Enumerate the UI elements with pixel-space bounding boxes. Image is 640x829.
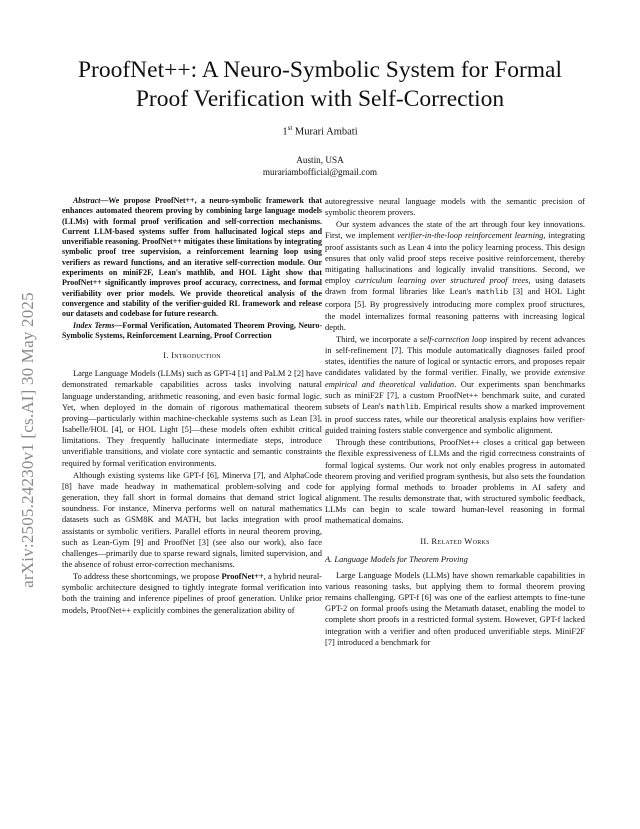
related-paragraph-1: Large Language Models (LLMs) have shown remarkable capabilities in various reasoning tasks, but applying them to formal theorem proving remains challenging. GPT-f [6] was one of the earliest attempts to fine-tune GPT-2 on formal proofs using the Metamath dataset, enabling the model to complete short proofs in a restricted formal system. However, GPT-f lacked integration with a verifier and often produced unverifiable steps. MiniF2F [7] introduced a benchmark for <box>325 569 585 647</box>
intro-paragraph-2: Although existing systems like GPT-f [6], Minerva [7], and AlphaCode [8] have made headway in mathematical problem-solving and code generation, they fall short in formal domains that demand strict logical soundness. For instance, Minerva performs well on natural mathematics datasets such as GSM8K and MATH, but lacks integration with proof assistants or symbolic verifiers. Parallel efforts in neural theorem proving, such as Lean-Gym [9] and ProofNet [3] (see also our work), also face challenges—primarily due to sparse reward signals, limited supervision, and the absence of robust error-correction mechanisms. <box>62 469 322 569</box>
arxiv-identifier: arXiv:2505.24230v1 [cs.AI] 30 May 2025 <box>18 292 37 588</box>
author-name: Murari Ambati <box>294 126 358 138</box>
index-terms-paragraph <box>62 321 322 342</box>
intro-p4-g: [3] and HOL Light corpora [5]. By progressively introducing more complex proof structures, the model internalizes formal reasoning patterns with increasing logical depth. <box>325 286 585 332</box>
author-email: murariambofficial@gmail.com <box>262 167 378 177</box>
intro-paragraph-4 <box>325 219 585 333</box>
section-heading-related-works: II. Related Works <box>420 535 490 546</box>
intro-p5-emph-1: self-correction loop <box>419 333 487 344</box>
abstract-text: —We propose ProofNet++, a neuro-symbolic framework that enhances automated theorem proving by combining large language models (LLMs) with formal proof verification and self-correction mechanisms. Current LLM-based systems suffer from hallucinated logical steps and unverifiable reasoning. ProofNet++ mitigates these limitations by integrating symbolic proof tree supervision, a reinforcement learning loop using verifiers as reward functions, and an iterative self-correction module. Our experiments on miniF2F, Lean's mathlib, and HOL Light show that ProofNet++ significantly improves proof accuracy, correctness, and formal verifiability over prior models. We provide theoretical analysis of the convergence and stability of the verifier-guided RL framework and release our datasets and codebase for future research. <box>62 196 322 319</box>
affiliation-block <box>60 154 580 178</box>
intro-p3-text-c: , a hybrid neural-symbolic architecture designed to tightly integrate formal verification into both the training and inference pipelines of proof generation. Unlike prior models, ProofNet++ explicitly combines the generalization ability of <box>62 571 322 615</box>
intro-paragraph-3-cont: autoregressive neural language models with the semantic precision of symbolic theorem provers. <box>325 196 585 218</box>
intro-p5-c: inspired by recent advances in self-refinement [7]. This module automatically diagnoses failed proof states, identifies the nature of logical or syntactic errors, and proposes repair candidates validated by the formal verifier. Finally, we provide <box>325 333 585 378</box>
author-line: 1st Murari Ambati <box>282 124 358 138</box>
intro-p5-emph-2: extensive empirical and theoretical validation <box>325 367 585 389</box>
intro-p5-e: . Our experiments span benchmarks such as miniF2F [7], a custom ProofNet++ benchmark suite, and curated subsets of Lean's <box>325 378 586 411</box>
intro-paragraph-3 <box>62 571 322 616</box>
left-column <box>62 196 322 617</box>
affiliation: Austin, USA <box>296 155 344 165</box>
title-line-2: Proof Verification with Self-Correction <box>135 86 505 112</box>
intro-p4-e: , using datasets drawn from formal libraries like Lean's <box>325 275 586 297</box>
intro-p4-a: Our system advances the state of the art through four key innovations. First, we implement <box>325 219 585 241</box>
intro-p4-emph-1: verifier-in-the-loop reinforcement learning <box>397 230 544 241</box>
index-terms-label: Index Terms <box>73 320 115 330</box>
right-column <box>325 196 585 649</box>
title-line-1: ProofNet++: A Neuro-Symbolic System for Formal <box>77 57 563 83</box>
intro-p4-c: , integrating proof assistants such as Lean 4 into the policy learning process. This design ensures that only valid proof steps receive positive reinforcement, thereby mitigating hallucinations and logically invalid transitions. Second, we employ <box>325 230 585 286</box>
subsection-heading-lm-theorem-proving: A. Language Models for Theorem Proving <box>325 553 468 564</box>
paper-title <box>60 56 580 114</box>
intro-p3-text-a: To address these shortcomings, we propose <box>73 571 222 582</box>
intro-p3-system-name: ProofNet++ <box>221 571 264 582</box>
section-heading-introduction: I. Introduction <box>163 350 221 361</box>
intro-p5-a: Third, we incorporate a <box>336 333 420 344</box>
abstract-paragraph <box>62 196 322 320</box>
intro-p4-emph-2: curriculum learning over structured proof trees <box>355 275 529 286</box>
author-superscript: st <box>287 124 293 132</box>
intro-p5-code: mathlib <box>386 403 419 412</box>
intro-p5-g: . Empirical results show a marked improvement in proof success rates, while our theoretical analysis explains how verifier-guided training fosters stable convergence and symbolic alignment. <box>325 400 585 436</box>
intro-p4-code: mathlib <box>476 289 509 298</box>
intro-paragraph-1: Large Language Models (LLMs) such as GPT-4 [1] and PaLM 2 [2] have demonstrated remarkable capabilities across tasks involving natural language understanding, arithmetic reasoning, and even basic formal logic. Yet, when deployed in the domain of rigorous mathematical theorem proving—particularly within machine-checkable systems such as Lean [3], Isabelle/HOL [4], or HOL Light [5]—these models often exhibit critical limitations. They frequently hallucinate intermediate steps, introduce unverifiable transitions, and violate core syntactic and semantic constraints required by formal verification environments. <box>62 368 322 468</box>
intro-paragraph-6: Through these contributions, ProofNet++ closes a critical gap between the flexible expressiveness of LLMs and the rigid correctness constraints of formal logical systems. Our work not only enables progress in automated theorem proving and verified program synthesis, but also sets the foundation for applying formal methods to broader problems in AI safety and alignment. The results demonstrate that, with structured symbolic feedback, LLMs can begin to scale toward human-level reasoning in formal mathematical domains. <box>325 437 585 526</box>
index-terms-text: —Formal Verification, Automated Theorem Proving, Neuro-Symbolic Systems, Reinforcement Learning, Proof Correction <box>62 320 322 340</box>
abstract-label: Abstract <box>73 196 101 205</box>
intro-paragraph-5 <box>325 334 585 436</box>
arxiv-sidebar <box>14 260 42 620</box>
